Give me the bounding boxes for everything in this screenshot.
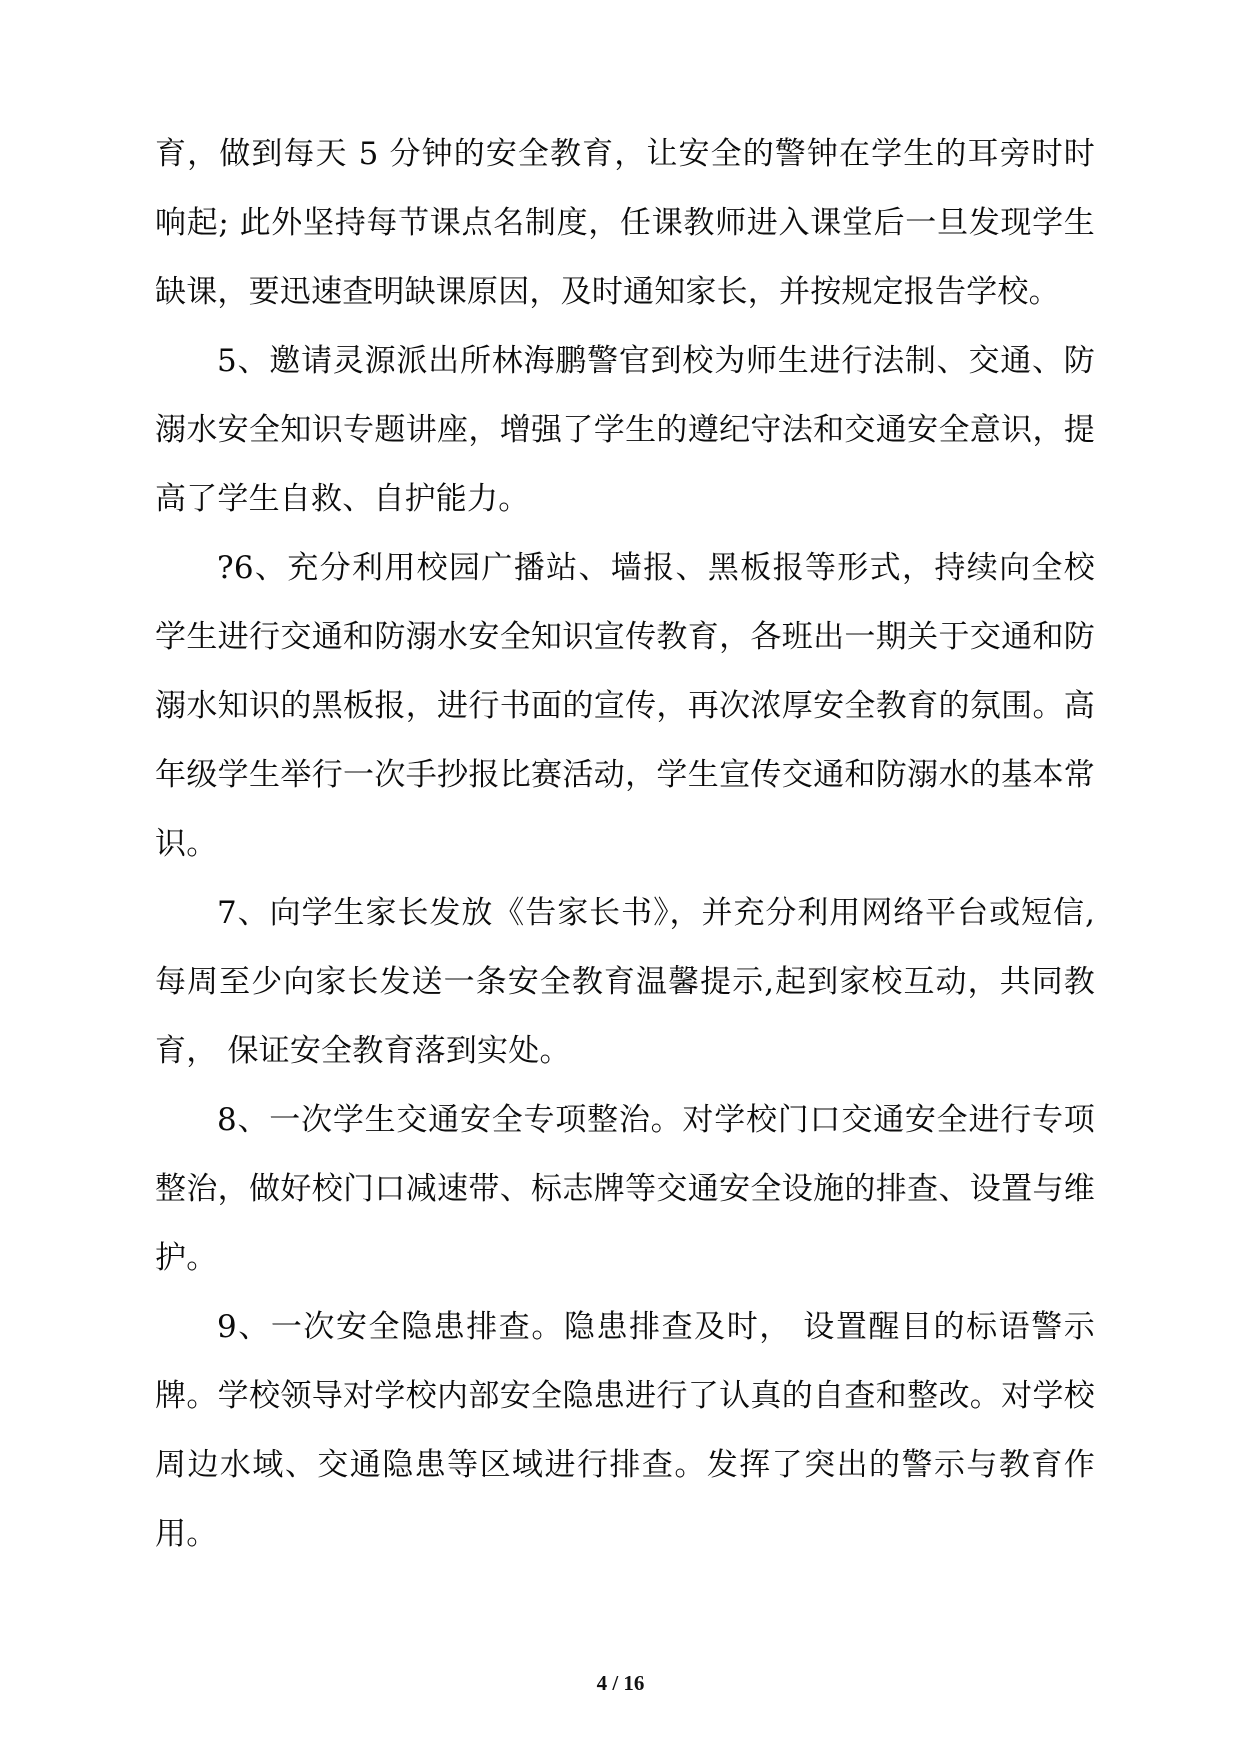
- paragraph-item-5: 5、邀请灵源派出所林海鹏警官到校为师生进行法制、交通、防溺水安全知识专题讲座，增强了学生的遵纪守法和交通安全意识，提高了学生自救、自护能力。: [155, 343, 1095, 517]
- document-body: [155, 120, 1095, 1569]
- paragraph-item-6: ?6、充分利用校园广播站、墙报、黑板报等形式，持续向全校学生进行交通和防溺水安全知识宣传教育，各班出一期关于交通和防溺水知识的黑板报，进行书面的宣传，再次浓厚安全教育的氛围。高年级学生举行一次手抄报比赛活动，学生宣传交通和防溺水的基本常识。: [155, 550, 1095, 862]
- paragraph-continuation: 育，做到每天 5 分钟的安全教育，让安全的警钟在学生的耳旁时时响起; 此外坚持每节课点名制度，任课教师进入课堂后一旦发现学生缺课，要迅速查明缺课原因，及时通知家长，并按规定报告学校。: [155, 136, 1095, 310]
- paragraph-item-9: 9、一次安全隐患排查。隐患排查及时， 设置醒目的标语警示牌。学校领导对学校内部安全隐患进行了认真的自查和整改。对学校周边水域、交通隐患等区域进行排查。发挥了突出的警示与教育作用。: [155, 1309, 1095, 1552]
- page-number-footer: 4 / 16: [596, 1671, 645, 1695]
- paragraph-item-8: 8、一次学生交通安全专项整治。对学校门口交通安全进行专项整治，做好校门口减速带、标志牌等交通安全设施的排查、设置与维护。: [155, 1102, 1095, 1276]
- paragraph-item-7: 7、向学生家长发放《告家长书》，并充分利用网络平台或短信,每周至少向家长发送一条安全教育温馨提示,起到家校互动，共同教育， 保证安全教育落到实处。: [155, 895, 1095, 1069]
